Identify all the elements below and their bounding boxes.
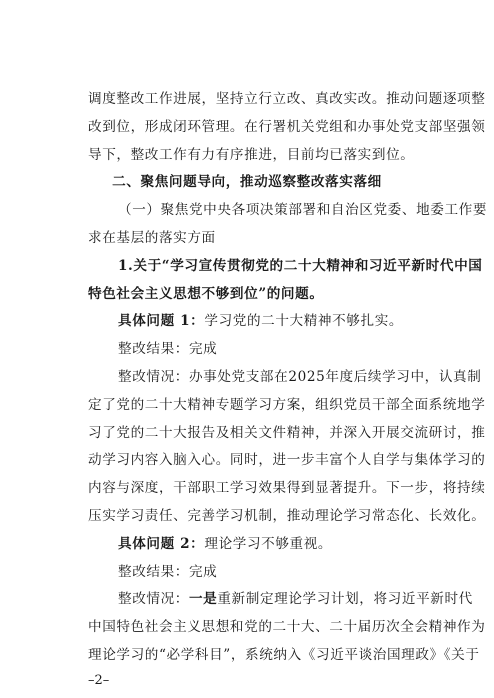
body-line-1: 调度整改工作进展，坚持立行立改、真改实改。推动问题逐项整 [88, 91, 486, 107]
status-1-line-2: 定了党的二十大精神专题学习方案，组织党员干部全面系统地学 [88, 396, 486, 413]
result-1: 整改结果：完成 [118, 341, 218, 358]
status-1-line-4: 动学习内容入脑入心。同时，进一步丰富个人自学与集体学习的 [88, 452, 486, 469]
status-2-line-1 [118, 590, 473, 608]
status-2-text: 重新制定理论学习计划，将习近平新时代 [217, 591, 473, 608]
problem-2 [118, 535, 332, 553]
status-1-line-5: 内容与深度，干部职工学习效果得到显著提升。下一步，将持续 [88, 480, 486, 497]
problem-2-text: 理论学习不够重视。 [204, 535, 333, 552]
page-number: –2– [88, 673, 110, 688]
status-1-line-3: 习了党的二十大报告及相关文件精神，并深入开展交流研讨，推 [88, 424, 486, 441]
problem-2-label: 具体问题 2： [118, 535, 205, 552]
body-line-3: 导下，整改工作有力有序推进，目前均已落实到位。 [88, 146, 415, 163]
status-2-line-2: 中国特色社会主义思想和党的二十大、二十届历次全会精神作为 [88, 619, 486, 636]
status-2-prefix: 整改情况： [118, 591, 189, 608]
issue-heading-line-2: 特色社会主义思想不够到位”的问题。 [88, 285, 324, 302]
problem-1 [118, 312, 403, 330]
issue-heading-line-1: 1.关于“学习宣传贯彻党的二十大精神和习近平新时代中国 [118, 257, 483, 274]
status-2-emphasis: 一是 [188, 591, 218, 608]
status-1-line-6: 压实学习责任、完善学习机制，推动理论学习常态化、长效化。 [88, 508, 486, 524]
result-2: 整改结果：完成 [118, 563, 218, 580]
problem-1-text: 学习党的二十大精神不够扎实。 [204, 313, 404, 330]
body-line-2: 改到位，形成闭环管理。在行署机关党组和办事处党支部坚强领 [88, 118, 486, 135]
problem-1-label: 具体问题 1： [118, 313, 205, 330]
status-1-line-1: 整改情况：办事处党支部在2025年度后续学习中，认真制 [118, 369, 482, 385]
section-heading: 二、聚焦问题导向，推动巡察整改落实落细 [112, 174, 382, 191]
subsection-heading-line-2: 求在基层的落实方面 [88, 230, 216, 246]
subsection-heading-line-1: （一）聚焦党中央各项决策部署和自治区党委、地委工作要 [118, 202, 488, 219]
status-2-line-3: 理论学习的“必学科目”，系统纳入《习近平谈治国理政》《关于 [88, 647, 480, 663]
